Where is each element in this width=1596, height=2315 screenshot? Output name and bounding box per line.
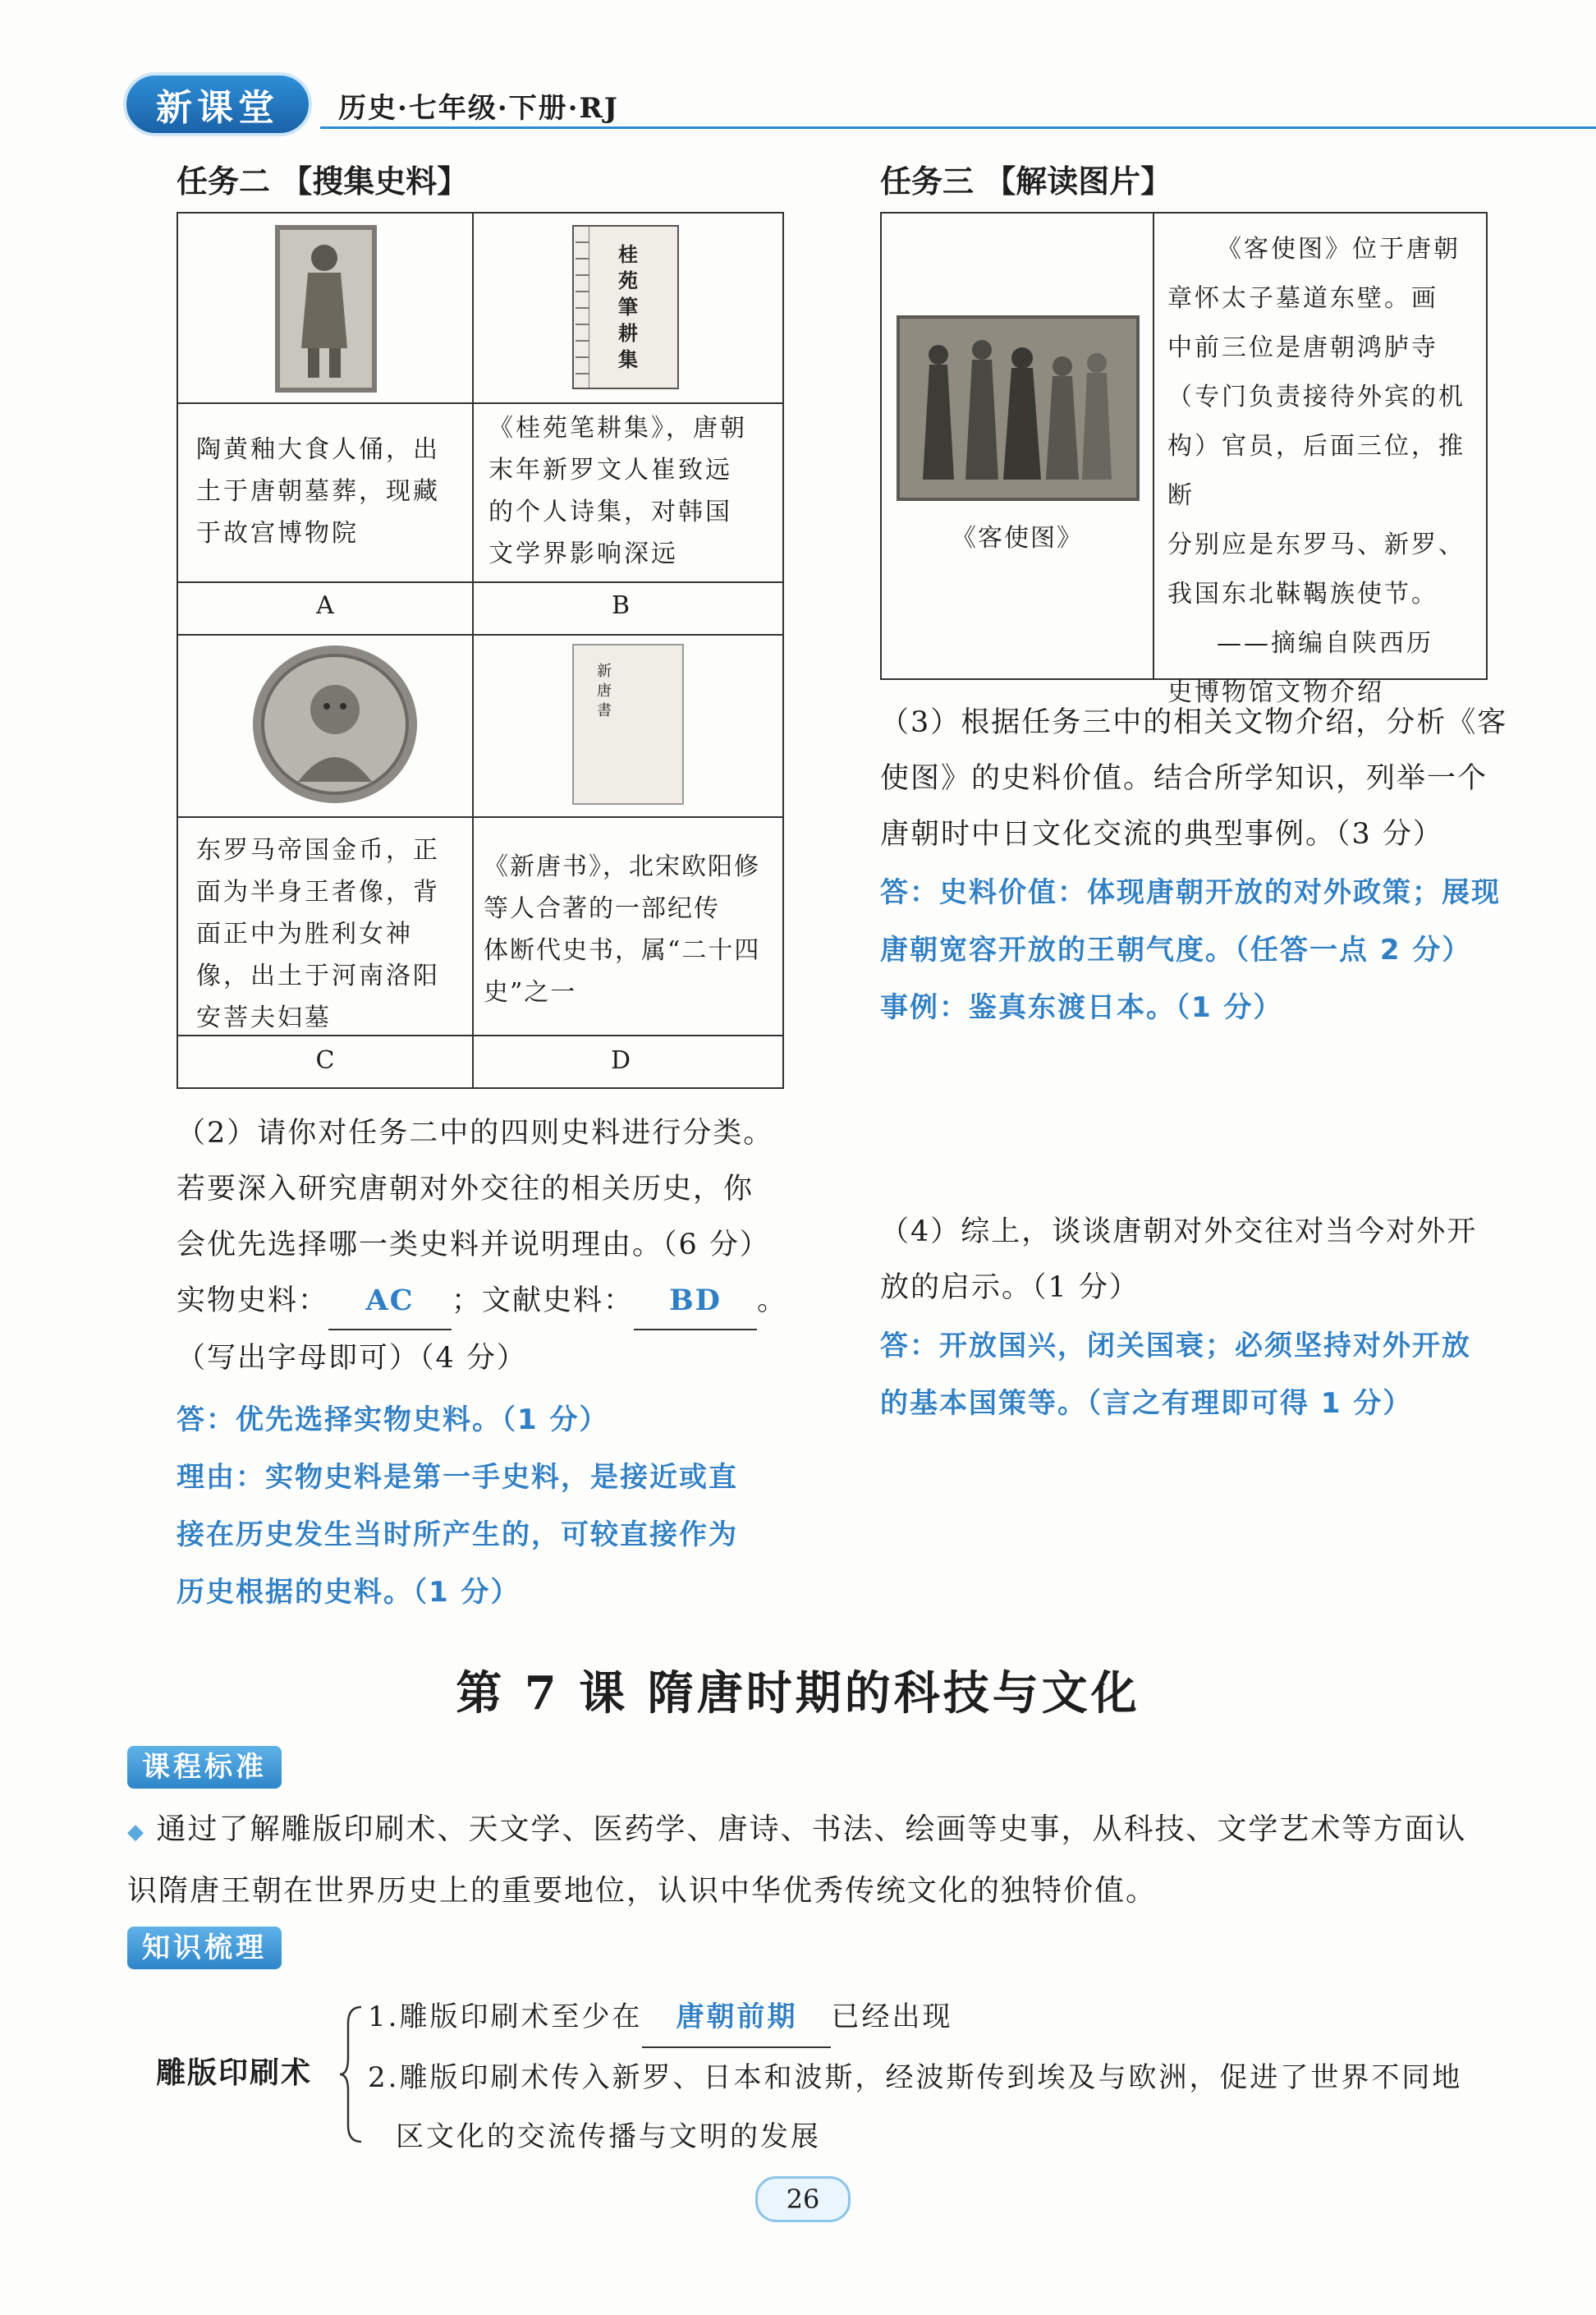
cell-a-text: 陶黄釉大食人俑，出 土于唐朝墓葬，现藏 于故宫博物院	[196, 435, 440, 548]
task3-figure-box	[880, 212, 1488, 707]
pottery-figurine-image	[275, 225, 377, 393]
lesson-title: 第 7 课 隋唐时期的科技与文化	[456, 1666, 1140, 1720]
cell-c-label: C	[315, 1046, 335, 1075]
task2-title: 任务二 【搜集史料】	[177, 163, 469, 200]
brace-icon	[337, 2004, 366, 2145]
course-standard-text: ◆ 通过了解雕版印刷术、天文学、医药学、唐诗、书法、绘画等史事，从科技、文学艺术等方面认 识隋唐王朝在世界历史上的重要地位，认识中华优秀传统文化的独特价值。	[127, 1812, 1467, 1908]
book-logo: 新课堂	[123, 72, 312, 136]
question-3-answer: 答：史料价值：体现唐朝开放的对外政策；展现 唐朝宽容开放的王朝气度。（任答一点 2 分） 事例：鉴真东渡日本。（1 分）	[880, 876, 1501, 1024]
mural-description: 《客使图》位于唐朝 章怀太子墓道东壁。画 中前三位是唐朝鸿胪寺 （专门负责接待外宾的机 构）官员，后面三位，推断 分别应是东罗马、新罗、 我国东北靺鞨族使节。 ——摘编自陕西历 史博物馆文物介绍	[1167, 235, 1465, 707]
question-2-answer: 答：优先选择实物史料。（1 分） 理由：实物史料是第一手史料，是接近或直 接在历史发生当时所产生的，可较直接作为 历史根据的史料。（1 分）	[177, 1403, 738, 1609]
cell-b-text: 《桂苑笔耕集》，唐朝 末年新罗文人崔致远 的个人诗集，对韩国 文学界影响深远	[488, 414, 747, 568]
knowledge-summary-tag: 知识梳理	[127, 1927, 282, 1969]
book-cover-image: 桂苑筆耕集	[572, 225, 679, 389]
knowledge-items: 1.雕版印刷术至少在 唐朝前期 已经出现 2.雕版印刷术传入新罗、日本和波斯，经波斯传到埃及与欧洲，促进了世界不同地 区文化的交流传播与文明的发展	[368, 1987, 1462, 2166]
cell-b-label: B	[611, 591, 631, 620]
answer-blank-physical: AC	[328, 1273, 452, 1330]
diamond-icon: ◆	[127, 1820, 145, 1844]
question-4-answer: 答：开放国兴，闭关国衰；必须坚持对外开放 的基本国策等。（言之有理即可得 1 分）	[880, 1330, 1471, 1420]
page-header	[123, 72, 1486, 140]
gold-coin-image	[249, 642, 421, 806]
book-page-image: 新唐書	[572, 644, 684, 805]
question-2-fill-line: 实物史料： AC ；文献史料： BD 。	[177, 1273, 787, 1330]
question-3: （3）根据任务三中的相关文物介绍，分析《客 使图》的史料价值。结合所学知识，列举一个 唐朝时中日文化交流的典型事例。（3 分）	[880, 706, 1508, 851]
knowledge-topic: 雕版印刷术	[156, 2056, 313, 2090]
question-4: （4）综上，谈谈唐朝对外交往对当今对外开 放的启示。（1 分）	[880, 1215, 1478, 1304]
cell-d-text: 《新唐书》，北宋欧阳修 等人合著的一部纪传 体断代史书，属“二十四 史”之一	[484, 852, 761, 1007]
page-number: 26	[755, 2176, 851, 2222]
mural-caption: 《客使图》	[952, 524, 1083, 553]
subject-label: 历史·七年级·下册·RJ	[338, 92, 619, 125]
task2-table	[177, 212, 784, 1089]
answer-blank-documentary: BD	[634, 1273, 757, 1330]
answer-blank-era: 唐朝前期	[642, 1987, 831, 2048]
header-divider	[320, 126, 1596, 129]
envoy-mural-image	[897, 315, 1140, 501]
cell-d-label: D	[610, 1046, 631, 1075]
question-2: （2）请你对任务二中的四则史料进行分类。 若要深入研究唐朝对外交往的相关历史，你 会优先选择哪一类史料并说明理由。（6 分） 实物史料： AC ；文献史料： BD 。 （写出字母即可）（4 分）	[177, 1117, 788, 1375]
task3-title: 任务三 【解读图片】	[880, 163, 1172, 200]
cell-c-text: 东罗马帝国金币，正 面为半身王者像，背 面正中为胜利女神 像，出土于河南洛阳 安菩夫妇墓	[196, 836, 440, 1032]
course-standard-tag: 课程标准	[127, 1746, 282, 1789]
cell-a-label: A	[316, 591, 334, 620]
